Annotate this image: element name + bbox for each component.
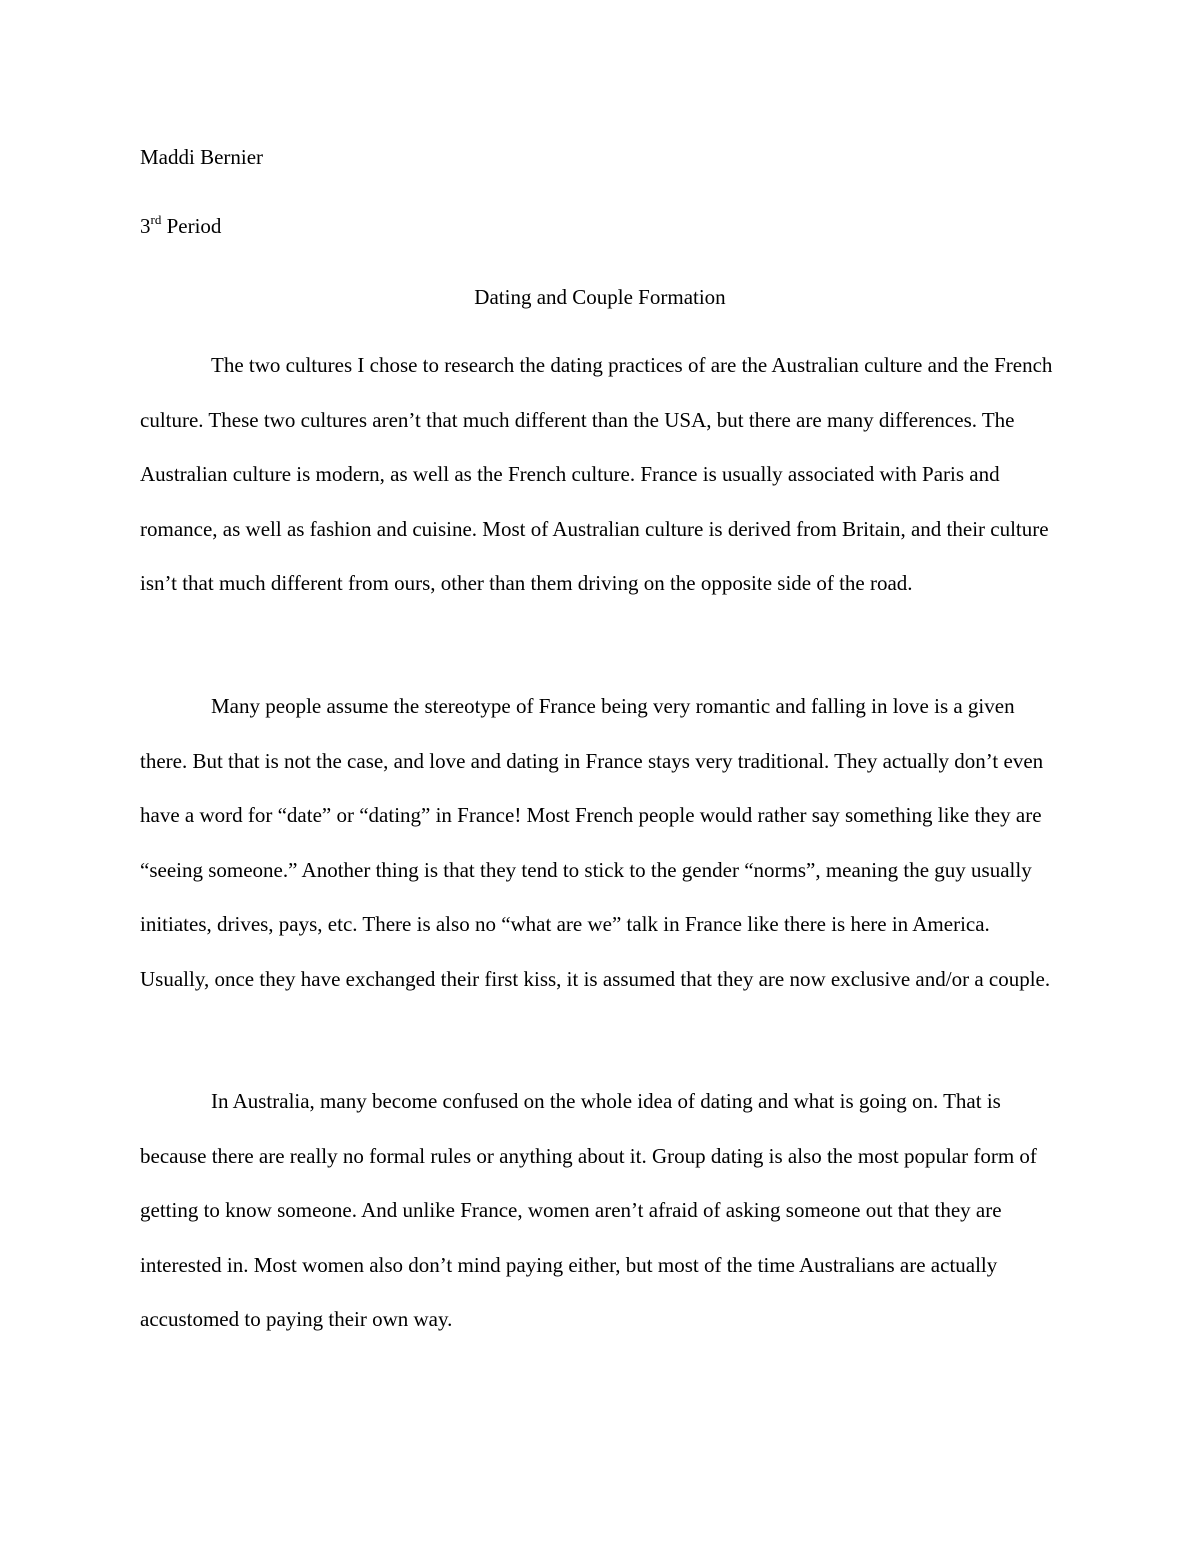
paragraph-1: The two cultures I chose to research the dating practices of are the Australian culture and the French culture. These two cultures aren’t that much different than the USA, but there are many differences. The Australian culture is modern, as well as the French culture. France is usually associated with Paris and romance, as well as fashion and cuisine. Most of Australian culture is derived from Britain, and their culture isn’t that much different from ours, other than them driving on the opposite side of the road. — [140, 353, 1053, 595]
period-number: 3 — [140, 214, 151, 238]
period-label: Period — [161, 214, 222, 238]
document-title: Dating and Couple Formation — [474, 285, 726, 309]
class-period — [140, 199, 1060, 257]
paragraph-2: Many people assume the stereotype of France being very romantic and falling in love is a given there. But that is not the case, and love and dating in France stays very traditional. They actually don’t even have a word for “date” or “dating” in France! Most French people would rather say something like they are “seeing someone.” Another thing is that they tend to stick to the gender “norms”, meaning the guy usually initiates, drives, pays, etc. There is also no “what are we” talk in France like there is here in America. Usually, once they have exchanged their first kiss, it is assumed that they are now exclusive and/or a couple. — [140, 694, 1051, 991]
period-suffix: rd — [150, 212, 162, 227]
author-name: Maddi Bernier — [140, 145, 264, 169]
paragraph-3: In Australia, many become confused on the whole idea of dating and what is going on. That is because there are really no formal rules or anything about it. Group dating is also the most popular form of getting to know someone. And unlike France, women aren’t afraid of asking someone out that they are interested in. Most women also don’t mind paying either, but most of the time Australians are actually accustomed to paying their own way. — [140, 1089, 1037, 1331]
